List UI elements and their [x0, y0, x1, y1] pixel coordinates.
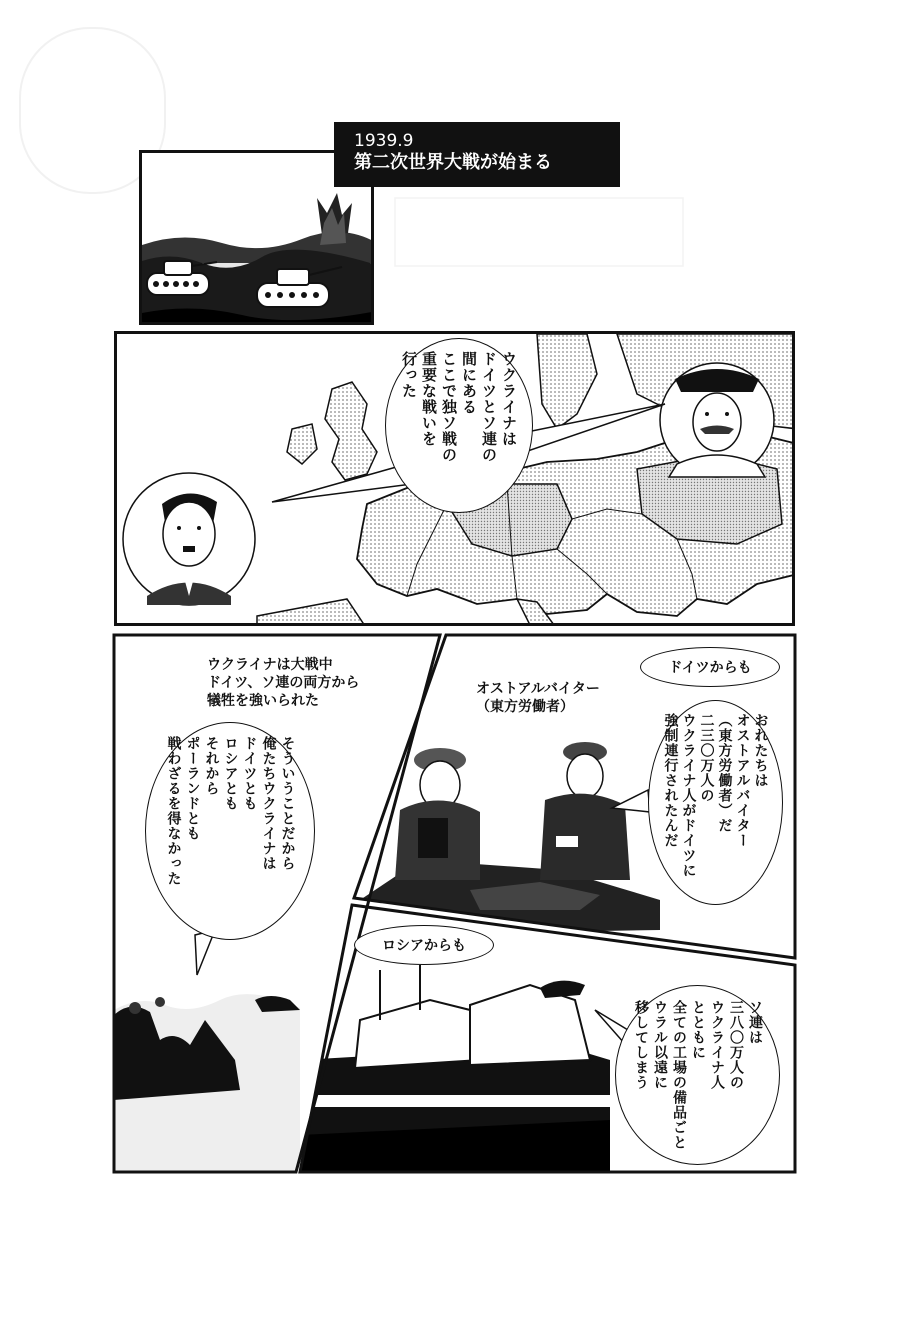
caption-title: 第二次世界大戦が始まる [354, 152, 552, 173]
panel3-narration: ウクライナは大戦中 ドイツ、ソ連の両方から 犠牲を強いられた [207, 657, 360, 709]
soldiers-illustration [114, 994, 300, 1172]
panel4-label: オストアルバイター （東方労働者） [476, 681, 600, 715]
speech-bubble-fought-everyone: そういうことだから 俺たちウクライナは ドイツとも ロシアとも それから ポーランドとも 戦わざるを得なかった [145, 722, 315, 940]
speech-bubble-soviet-relocation: ソ連は 三八〇万人の ウクライナ人 とともに 全ての工場の備品ごと ウラル以遠に 移してしまう [615, 985, 780, 1165]
worker-left [395, 748, 480, 880]
speech-bubble-ukraine-location: ウクライナは ドイツとソ連の 間にある ここで独ソ戦の 重要な戦いを 行った [385, 338, 533, 513]
oval-from-russia: ロシアからも [354, 925, 494, 965]
oval-from-germany: ドイツからも [640, 647, 780, 687]
speech-bubble-ostarbeiter: おれたちは オストアルバイター （東方労働者）だ 二三〇万人の ウクライナ人がドイツに 強制連行されたんだ [648, 700, 783, 905]
worker-right [540, 742, 630, 880]
caption-date: 1939.9 [354, 131, 414, 151]
